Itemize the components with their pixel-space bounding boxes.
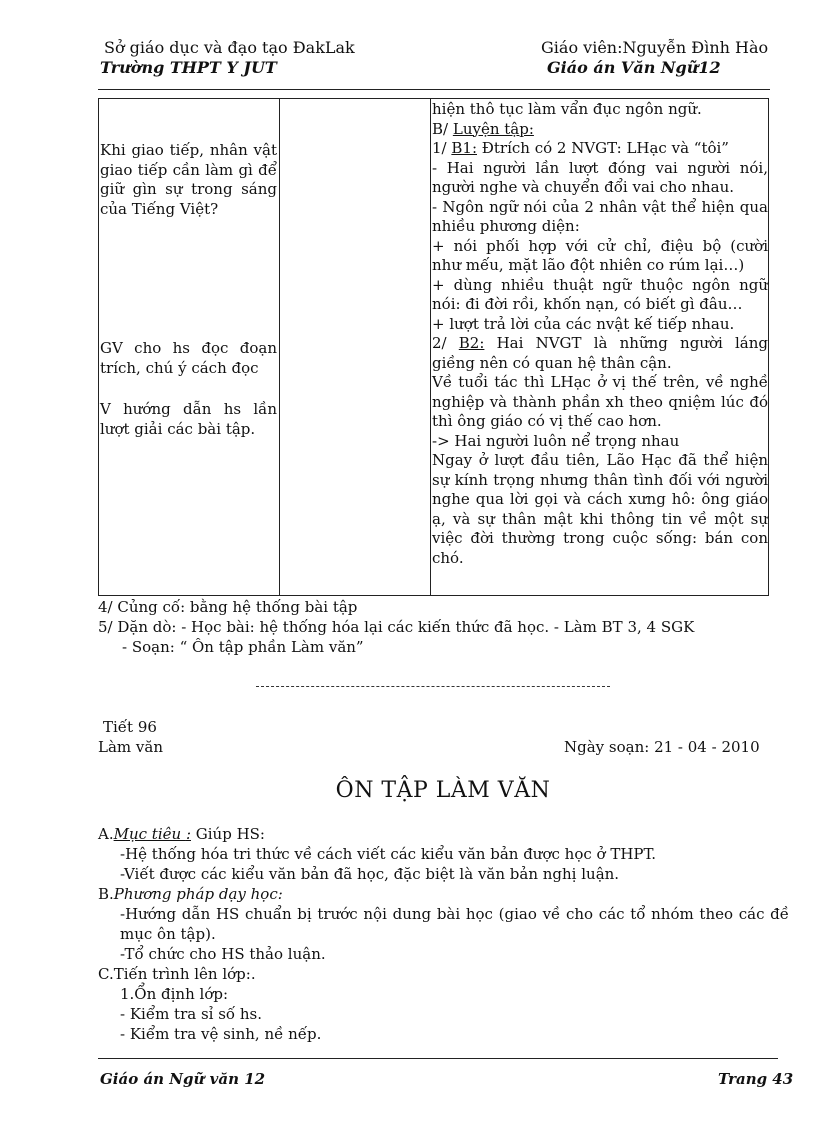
- objectives-label: [114, 825, 191, 843]
- objectives-colon: :: [185, 825, 191, 843]
- prepare-line: - Soạn: “ Ôn tập phần Làm văn”: [122, 638, 364, 656]
- teacher-activity-line: giữ gìn sự trong sáng: [100, 180, 277, 198]
- content-text: B/: [432, 119, 453, 138]
- teacher-activity-line: giao tiếp cần làm gì để: [100, 160, 277, 179]
- table-divider-2: [430, 99, 431, 595]
- teacher-activity-line: V hướng dẫn hs lần: [100, 400, 277, 418]
- content-text: 2/: [432, 334, 459, 352]
- teacher-activity-line: GV cho hs đọc đoạn: [100, 339, 277, 357]
- consolidation-line: 4/ Củng cố: bằng hệ thống bài tập: [98, 598, 358, 616]
- lesson-number: Tiết 96: [103, 718, 157, 736]
- b2-label: B2:: [458, 334, 485, 352]
- header-teacher: Giáo viên:Nguyễn Đình Hào: [541, 38, 769, 57]
- lesson-title: ÔN TẬP LÀM VĂN: [335, 778, 551, 803]
- section-prefix: A.: [98, 825, 114, 843]
- teacher-activity-col-2: [100, 339, 277, 378]
- teacher-activity-col-3: [100, 400, 277, 439]
- content-line: - Ngôn ngữ nói của 2 nhân vật thể hiện qua: [432, 197, 768, 216]
- teacher-activity-line: lượt giải các bài tập.: [100, 419, 256, 438]
- page-number: Trang 43: [718, 1070, 794, 1088]
- method-item: -Tổ chức cho HS thảo luận.: [120, 945, 326, 963]
- procedure-step: 1.Ổn định lớp:: [120, 985, 229, 1003]
- content-line: giềng nên có quan hệ thân cận.: [432, 353, 672, 372]
- b1-label: B1:: [451, 139, 477, 157]
- content-text: Hai NVGT là những người láng: [484, 334, 768, 352]
- lesson-table: [98, 98, 769, 596]
- header-rule: [98, 89, 770, 90]
- teacher-activity-line: trích, chú ý cách đọc: [100, 358, 259, 377]
- content-line: -> Hai người luôn nể trọng nhau: [432, 431, 680, 450]
- content-text: Đtrích có 2 NVGT: LHạc và “tôi”: [477, 139, 729, 157]
- content-line: nghe qua lời gọi và cách xưng hô: ông giáo: [432, 490, 768, 508]
- content-line: ạ, và sự thân mật khi thông tin về một sự: [432, 509, 768, 528]
- separator-rule: [256, 686, 610, 687]
- method-item: -Hướng dẫn HS chuẩn bị trước nội dung bài học (giao về cho các tổ nhóm theo các đề: [120, 905, 789, 923]
- prep-date: Ngày soạn: 21 - 04 - 2010: [564, 738, 760, 756]
- footer-title: Giáo án Ngữ văn 12: [100, 1070, 266, 1088]
- content-line: nhiều phương diện:: [432, 217, 580, 235]
- procedure-step: - Kiểm tra sỉ số hs.: [120, 1005, 263, 1023]
- objective-item: -Hệ thống hóa tri thức về cách viết các kiểu văn bản được học ở THPT.: [120, 845, 657, 863]
- subject-label: Làm văn: [98, 738, 163, 756]
- objectives-rest: Giúp HS:: [191, 825, 265, 843]
- objective-item: -Viết được các kiểu văn bản đã học, đặc biệt là văn bản nghị luận.: [120, 865, 620, 883]
- footer-rule: [98, 1058, 778, 1059]
- procedure-step: - Kiểm tra vệ sinh, nề nếp.: [120, 1025, 322, 1043]
- content-line: + dùng nhiều thuật ngữ thuộc ngôn ngữ: [432, 275, 768, 294]
- content-heading-b: [432, 120, 768, 140]
- teacher-activity-line: của Tiếng Việt?: [100, 199, 219, 218]
- content-line: - Hai người lần lượt đóng vai người nói,: [432, 158, 768, 177]
- procedure-heading: C.Tiến trình lên lớp:.: [98, 965, 256, 983]
- content-line: nghiệp và thành phần xh theo qniệm lúc đó: [432, 392, 768, 411]
- content-line: như mếu, mặt lão đột nhiên co rúm lại…): [432, 256, 745, 274]
- content-heading-b2: [432, 334, 768, 354]
- content-line: việc đời thường trong cuộc sống: bán con: [432, 529, 768, 547]
- content-line: Về tuổi tác thì LHạc ở vị thế trên, về nghề: [432, 373, 768, 391]
- teacher-activity-line: Khi giao tiếp, nhân vật: [100, 141, 277, 159]
- luyen-tap-heading: Luyện tập:: [452, 119, 534, 138]
- objectives-label-text: Mục tiêu: [113, 825, 186, 843]
- content-text: 1/: [432, 139, 452, 157]
- header-department: Sở giáo dục và đạo tạo ĐakLak: [104, 38, 355, 57]
- content-line: nói: đi đời rồi, khốn nạn, có biết gì đâu…: [432, 295, 743, 313]
- content-line: người nghe và chuyển đổi vai cho nhau.: [432, 178, 735, 196]
- content-line: chó.: [432, 548, 464, 567]
- method-item-cont: mục ôn tập).: [120, 925, 216, 943]
- lesson-content-col: [432, 100, 768, 568]
- content-line: + lượt trả lời của các nvật kế tiếp nhau.: [432, 314, 735, 333]
- objectives-heading: [98, 825, 265, 843]
- table-divider-1: [279, 99, 280, 595]
- header-school: Trường THPT Y JUT: [100, 58, 277, 77]
- header-lesson-plan: Giáo án Văn Ngữ12: [547, 58, 721, 77]
- content-line: + nói phối hợp với cử chỉ, điệu bộ (cười: [432, 236, 768, 255]
- homework-line: 5/ Dặn dò: - Học bài: hệ thống hóa lại các kiến thức đã học. - Làm BT 3, 4 SGK: [98, 618, 695, 636]
- content-line: Ngay ở lượt đầu tiên, Lão Hạc đã thể hiện: [432, 451, 768, 469]
- section-prefix: B.: [98, 885, 114, 903]
- teacher-activity-col-1: [100, 141, 277, 219]
- content-heading-b1: [432, 139, 768, 159]
- methods-label: Phương pháp dạy học:: [113, 885, 283, 903]
- content-line: sự kính trọng nhưng thân tình đối với người: [432, 470, 768, 489]
- content-line: hiện thô tục làm vẩn đục ngôn ngữ.: [432, 100, 702, 118]
- content-line: thì ông giáo có vị thế cao hơn.: [432, 412, 662, 430]
- methods-heading: [98, 885, 283, 903]
